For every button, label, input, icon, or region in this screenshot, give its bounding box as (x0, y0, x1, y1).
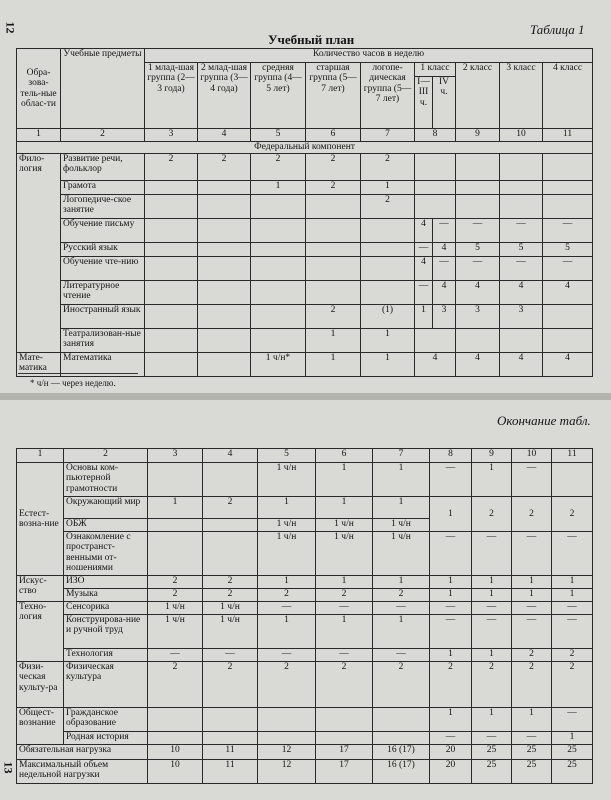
subject-name: Сенсорика (64, 602, 148, 615)
subject-name: Физическая культура (64, 662, 148, 708)
hours-cell (500, 181, 543, 195)
column-number: 10 (512, 449, 552, 463)
hours-cell: 1 (316, 463, 373, 497)
hours-cell: 3 (456, 305, 500, 329)
hours-cell: 1 ч/н* (251, 353, 306, 377)
hours-cell: — (373, 602, 430, 615)
column-number: 2 (64, 449, 148, 463)
total-cell: 10 (148, 760, 203, 784)
hours-cell (456, 195, 500, 219)
subject-name: Технология (64, 649, 148, 662)
hours-cell: — (512, 732, 552, 745)
total-cell: 16 (17) (373, 760, 430, 784)
hours-cell: 2 (203, 589, 258, 602)
hours-cell: 1 (373, 615, 430, 649)
total-cell: 12 (258, 745, 316, 760)
hours-cell (203, 732, 258, 745)
hours-cell (251, 219, 306, 243)
hours-cell: 2 (203, 576, 258, 589)
hours-cell: 1 ч/н (203, 615, 258, 649)
table-title: Учебный план (268, 32, 355, 47)
column-number: 10 (500, 129, 543, 142)
hours-cell (543, 329, 593, 353)
hours-cell: 1 ч/н (316, 532, 373, 576)
hours-cell (198, 257, 251, 281)
area-mathematics: Мате-матика (17, 353, 61, 377)
hours-cell: 1 (361, 353, 415, 377)
header-class-3: 3 класс (500, 63, 543, 129)
hours-cell (251, 243, 306, 257)
hours-cell: — (415, 281, 433, 305)
subject-name: Развитие речи, фольклор (61, 154, 145, 181)
hours-cell: — (203, 649, 258, 662)
hours-cell: 1 ч/н (203, 602, 258, 615)
total-cell: 10 (148, 745, 203, 760)
hours-cell: 1 (552, 576, 593, 589)
total-cell: 20 (430, 760, 472, 784)
total-cell: 25 (472, 760, 512, 784)
hours-cell: 3 (433, 305, 456, 329)
subject-name: Иностранный язык (61, 305, 145, 329)
hours-cell: 1 ч/н (258, 463, 316, 497)
subject-name: Музыка (64, 589, 148, 602)
subject-name: Литературное чтение (61, 281, 145, 305)
area-physical-education: Физи-ческая культу-ра (17, 662, 64, 708)
hours-cell: — (430, 602, 472, 615)
hours-cell: 4 (433, 281, 456, 305)
hours-cell: 1 (430, 497, 472, 532)
hours-cell: 2 (306, 181, 361, 195)
hours-cell: 4 (543, 353, 593, 377)
subject-name: Основы ком-пьютерной грамотности (64, 463, 148, 497)
hours-cell (148, 532, 203, 576)
hours-cell (258, 732, 316, 745)
hours-cell (373, 708, 430, 732)
header-hours: Количество часов в неделю (145, 49, 593, 63)
hours-cell: — (456, 219, 500, 243)
hours-cell (198, 181, 251, 195)
footnote-rule (18, 373, 138, 374)
hours-cell (145, 257, 198, 281)
header-group-2: 2 млад-шая группа (3—4 года) (198, 63, 251, 129)
hours-cell (500, 154, 543, 181)
hours-cell (552, 463, 593, 497)
hours-cell: 1 (361, 181, 415, 195)
total-cell: 11 (203, 760, 258, 784)
hours-cell (361, 219, 415, 243)
hours-cell (145, 195, 198, 219)
hours-cell (415, 181, 456, 195)
column-number: 5 (258, 449, 316, 463)
hours-cell: — (415, 243, 433, 257)
subject-name: Русский язык (61, 243, 145, 257)
hours-cell (306, 195, 361, 219)
hours-cell (543, 195, 593, 219)
subject-name: Театрализован-ные занятия (61, 329, 145, 353)
hours-cell: 5 (500, 243, 543, 257)
hours-cell: — (433, 257, 456, 281)
hours-cell (198, 281, 251, 305)
hours-cell: — (512, 602, 552, 615)
hours-cell: — (373, 649, 430, 662)
hours-cell: 4 (433, 243, 456, 257)
header-class-2: 2 класс (456, 63, 500, 129)
hours-cell: (1) (361, 305, 415, 329)
hours-cell (145, 219, 198, 243)
hours-cell: 2 (148, 589, 203, 602)
subject-name: Конструирова-ние и ручной труд (64, 615, 148, 649)
hours-cell (198, 329, 251, 353)
subject-name: Обучение чте-нию (61, 257, 145, 281)
hours-cell: 2 (552, 497, 593, 532)
hours-cell: 2 (258, 589, 316, 602)
hours-cell: 2 (512, 662, 552, 708)
hours-cell (203, 708, 258, 732)
hours-cell: 1 (373, 576, 430, 589)
hours-cell (251, 329, 306, 353)
hours-cell: — (543, 257, 593, 281)
subject-name: ИЗО (64, 576, 148, 589)
hours-cell: 2 (472, 497, 512, 532)
hours-cell (316, 708, 373, 732)
column-number: 7 (361, 129, 415, 142)
hours-cell: 2 (316, 662, 373, 708)
hours-cell: 1 ч/н (258, 532, 316, 576)
hours-cell: — (316, 602, 373, 615)
column-number: 3 (145, 129, 198, 142)
page-number-12: 12 (3, 21, 18, 34)
hours-cell: 4 (415, 257, 433, 281)
header-group-1: 1 млад-шая группа (2—3 года) (145, 63, 198, 129)
hours-cell: 2 (198, 154, 251, 181)
hours-cell: 1 (430, 576, 472, 589)
hours-cell: 4 (500, 281, 543, 305)
column-number: 2 (61, 129, 145, 142)
total-cell: 25 (512, 760, 552, 784)
header-area: Обра-зова-тель-ные облас-ти (17, 49, 61, 129)
hours-cell: 2 (148, 576, 203, 589)
hours-cell: 1 (415, 305, 433, 329)
header-subjects: Учебные предметы (61, 49, 145, 129)
hours-cell (306, 257, 361, 281)
hours-cell: 1 (512, 708, 552, 732)
hours-cell: 2 (472, 662, 512, 708)
hours-cell: 1 (472, 576, 512, 589)
header-class-4: 4 класс (543, 63, 593, 129)
subject-name: Математика (61, 353, 145, 377)
hours-cell: — (430, 463, 472, 497)
hours-cell: — (552, 602, 593, 615)
hours-cell: — (430, 532, 472, 576)
area-technology: Техно-логия (17, 602, 64, 662)
hours-cell: 2 (361, 154, 415, 181)
header-class-1: 1 класс (415, 63, 456, 77)
table-caption: Таблица 1 (530, 22, 585, 37)
total-cell: 25 (552, 745, 593, 760)
hours-cell (251, 195, 306, 219)
header-group-5: логопе-дическая группа (5—7 лет) (361, 63, 415, 129)
hours-cell (500, 329, 543, 353)
hours-cell (145, 181, 198, 195)
hours-cell: — (472, 532, 512, 576)
hours-cell (306, 281, 361, 305)
hours-cell: 1 (361, 329, 415, 353)
hours-cell: 1 (472, 589, 512, 602)
hours-cell (373, 732, 430, 745)
hours-cell: 1 (316, 615, 373, 649)
subject-name: Ознакомление с пространст-венными от-ношениями (64, 532, 148, 576)
hours-cell (258, 708, 316, 732)
header-group-3: средняя группа (4—5 лет) (251, 63, 306, 129)
hours-cell (198, 243, 251, 257)
hours-cell (543, 181, 593, 195)
hours-cell (415, 195, 456, 219)
hours-cell: 2 (512, 649, 552, 662)
hours-cell: 1 ч/н (373, 519, 430, 532)
table-continuation-caption: Окончание табл. (497, 413, 591, 428)
hours-cell: 4 (415, 219, 433, 243)
hours-cell: — (258, 649, 316, 662)
page-gap (0, 393, 611, 400)
subject-name: Логопедиче-ское занятие (61, 195, 145, 219)
hours-cell: — (543, 219, 593, 243)
hours-cell: 2 (148, 662, 203, 708)
column-number: 8 (430, 449, 472, 463)
hours-cell: — (552, 532, 593, 576)
hours-cell: 1 (472, 649, 512, 662)
hours-cell (456, 181, 500, 195)
column-number: 1 (17, 129, 61, 142)
hours-cell (145, 329, 198, 353)
hours-cell: — (500, 257, 543, 281)
total-cell: 16 (17) (373, 745, 430, 760)
hours-cell (198, 353, 251, 377)
hours-cell (543, 154, 593, 181)
total-cell: 20 (430, 745, 472, 760)
hours-cell (456, 329, 500, 353)
hours-cell (203, 463, 258, 497)
hours-cell (361, 281, 415, 305)
hours-cell: 1 (373, 463, 430, 497)
hours-cell: — (472, 732, 512, 745)
hours-cell: 1 ч/н (148, 615, 203, 649)
column-number: 1 (17, 449, 64, 463)
hours-cell: — (456, 257, 500, 281)
hours-cell (306, 243, 361, 257)
hours-cell (543, 305, 593, 329)
hours-cell: 1 ч/н (316, 519, 373, 532)
hours-cell (203, 532, 258, 576)
hours-cell: — (433, 219, 456, 243)
hours-cell: 2 (512, 497, 552, 532)
hours-cell: 2 (430, 662, 472, 708)
total-cell: 25 (472, 745, 512, 760)
total-cell: 25 (512, 745, 552, 760)
hours-cell: 2 (552, 662, 593, 708)
page-number-13: 13 (1, 761, 16, 774)
total-label-maximum: Максимальный объем недельной нагрузки (17, 760, 148, 784)
column-number: 11 (552, 449, 593, 463)
hours-cell: — (552, 708, 593, 732)
column-number: 3 (148, 449, 203, 463)
hours-cell: — (512, 615, 552, 649)
hours-cell: 1 (306, 329, 361, 353)
hours-cell: — (552, 615, 593, 649)
hours-cell: 1 (552, 732, 593, 745)
area-social-science: Общест-вознание (17, 708, 64, 745)
hours-cell: — (472, 602, 512, 615)
hours-cell (316, 732, 373, 745)
hours-cell (145, 305, 198, 329)
hours-cell: — (430, 615, 472, 649)
column-number: 11 (543, 129, 593, 142)
hours-cell: 2 (306, 154, 361, 181)
hours-cell: 1 ч/н (258, 519, 316, 532)
hours-cell (145, 243, 198, 257)
total-cell: 25 (552, 760, 593, 784)
header-class-1-part-b: IV ч. (433, 77, 456, 129)
hours-cell (198, 195, 251, 219)
hours-cell: 4 (415, 353, 456, 377)
hours-cell: — (148, 649, 203, 662)
hours-cell: 1 (258, 615, 316, 649)
hours-cell (145, 281, 198, 305)
total-cell: 17 (316, 760, 373, 784)
hours-cell (251, 281, 306, 305)
hours-cell (198, 219, 251, 243)
hours-cell: 2 (373, 662, 430, 708)
header-class-1-part-a: I—III ч. (415, 77, 433, 129)
hours-cell: 2 (361, 195, 415, 219)
hours-cell: 4 (500, 353, 543, 377)
subject-name: Обучение письму (61, 219, 145, 243)
area-philology: Фило-логия (17, 154, 61, 353)
footnote: * ч/н — через неделю. (30, 378, 116, 388)
hours-cell: 1 (430, 708, 472, 732)
hours-cell: 4 (456, 353, 500, 377)
column-number: 7 (373, 449, 430, 463)
column-number: 5 (251, 129, 306, 142)
header-group-4: старшая группа (5—7 лет) (306, 63, 361, 129)
hours-cell: — (472, 615, 512, 649)
section-federal: Федеральный компонент (17, 142, 593, 154)
column-number: 8 (415, 129, 456, 142)
total-label-mandatory: Обязательная нагрузка (17, 745, 148, 760)
hours-cell: — (258, 602, 316, 615)
hours-cell: 2 (373, 589, 430, 602)
hours-cell: 5 (456, 243, 500, 257)
total-cell: 12 (258, 760, 316, 784)
hours-cell (500, 195, 543, 219)
hours-cell (198, 305, 251, 329)
hours-cell (148, 463, 203, 497)
hours-cell: 2 (306, 305, 361, 329)
hours-cell: 2 (552, 649, 593, 662)
area-natural-science: Естест-возна-ние (17, 463, 64, 576)
hours-cell: 2 (203, 497, 258, 519)
hours-cell: 1 (316, 576, 373, 589)
hours-cell: 4 (456, 281, 500, 305)
subject-name: ОБЖ (64, 519, 148, 532)
subject-name: Грамота (61, 181, 145, 195)
hours-cell: 5 (543, 243, 593, 257)
hours-cell (251, 305, 306, 329)
hours-cell: 2 (145, 154, 198, 181)
subject-name: Родная история (64, 732, 148, 745)
hours-cell (203, 519, 258, 532)
hours-cell (145, 353, 198, 377)
hours-cell (415, 154, 456, 181)
column-number: 6 (306, 129, 361, 142)
hours-cell: 2 (203, 662, 258, 708)
column-number: 4 (198, 129, 251, 142)
hours-cell: — (512, 463, 552, 497)
hours-cell (361, 243, 415, 257)
hours-cell (456, 154, 500, 181)
hours-cell: 1 ч/н (373, 532, 430, 576)
total-cell: 11 (203, 745, 258, 760)
hours-cell: 2 (316, 589, 373, 602)
hours-cell: — (430, 732, 472, 745)
hours-cell (251, 257, 306, 281)
hours-cell: 1 (258, 576, 316, 589)
hours-cell: 2 (251, 154, 306, 181)
hours-cell (415, 329, 456, 353)
column-number: 9 (456, 129, 500, 142)
hours-cell: 1 (512, 589, 552, 602)
hours-cell: 4 (543, 281, 593, 305)
hours-cell: 1 (430, 649, 472, 662)
hours-cell: 1 (552, 589, 593, 602)
subject-name: Окружающий мир (64, 497, 148, 519)
hours-cell: — (512, 532, 552, 576)
hours-cell: 1 (306, 353, 361, 377)
curriculum-table-part2 (16, 448, 593, 784)
area-art: Искус-ство (17, 576, 64, 602)
subject-name: Гражданское образование (64, 708, 148, 732)
curriculum-table-part1 (16, 48, 593, 377)
hours-cell: 1 (148, 497, 203, 519)
hours-cell: 2 (258, 662, 316, 708)
hours-cell: 3 (500, 305, 543, 329)
hours-cell: 1 ч/н (148, 602, 203, 615)
hours-cell (148, 732, 203, 745)
hours-cell: 1 (472, 708, 512, 732)
column-number: 4 (203, 449, 258, 463)
hours-cell: 1 (430, 589, 472, 602)
hours-cell (148, 708, 203, 732)
hours-cell: 1 (316, 497, 373, 519)
total-cell: 17 (316, 745, 373, 760)
hours-cell: — (316, 649, 373, 662)
hours-cell (361, 257, 415, 281)
hours-cell: 1 (472, 463, 512, 497)
hours-cell: 1 (251, 181, 306, 195)
column-number: 9 (472, 449, 512, 463)
hours-cell: 1 (512, 576, 552, 589)
hours-cell: — (500, 219, 543, 243)
column-number: 6 (316, 449, 373, 463)
hours-cell: 1 (373, 497, 430, 519)
hours-cell (148, 519, 203, 532)
hours-cell (306, 219, 361, 243)
hours-cell: 1 (258, 497, 316, 519)
